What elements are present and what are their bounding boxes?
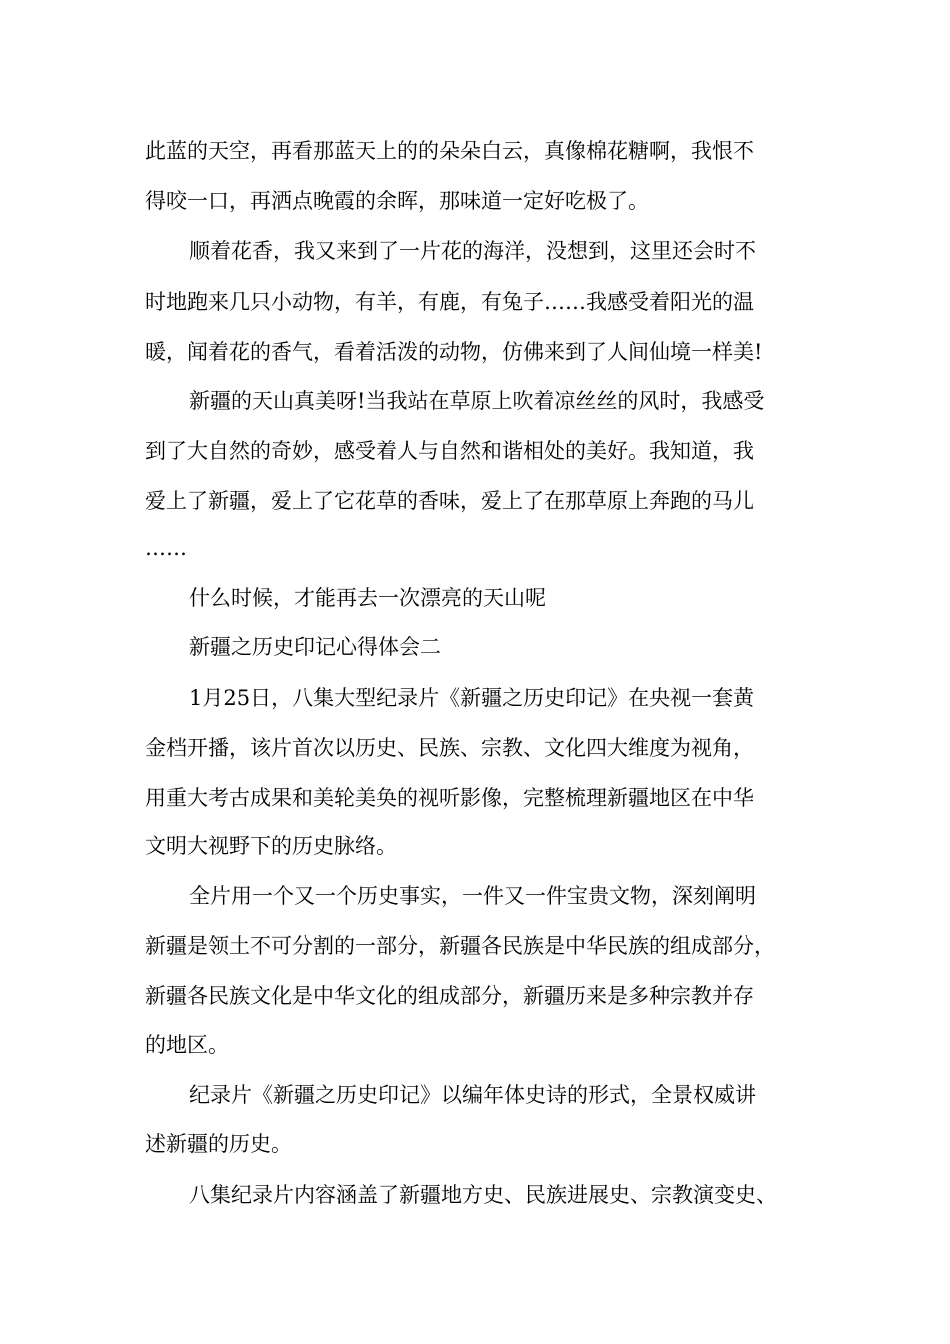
text-line: 时地跑来几只小动物，有羊，有鹿，有兔子……我感受着阳光的温 <box>145 290 754 314</box>
text-line: 到了大自然的奇妙，感受着人与自然和谐相处的美好。我知道，我 <box>145 439 754 463</box>
paragraph-first-line: 1月25日，八集大型纪录片《新疆之历史印记》在央视一套黄 <box>189 686 755 710</box>
text-line: 暖，闻着花的香气，看着活泼的动物，仿佛来到了人间仙境一样美! <box>145 340 763 364</box>
text-line: 新疆是领土不可分割的一部分，新疆各民族是中华民族的组成部分， <box>145 934 775 958</box>
text-line: 此蓝的天空，再看那蓝天上的的朵朵白云，真像棉花糖啊，我恨不 <box>145 139 754 163</box>
text-line: 文明大视野下的历史脉络。 <box>145 834 397 858</box>
text-line: 金档开播，该片首次以历史、民族、宗教、文化四大维度为视角， <box>145 736 754 760</box>
text-line: 的地区。 <box>145 1033 229 1057</box>
paragraph-first-line: 新疆的天山真美呀!当我站在草原上吹着凉丝丝的风时，我感受 <box>189 389 765 413</box>
text-line: 爱上了新疆，爱上了它花草的香味，爱上了在那草原上奔跑的马儿 <box>145 489 754 513</box>
paragraph-first-line: 顺着花香，我又来到了一片花的海洋，没想到，这里还会时不 <box>189 239 756 263</box>
paragraph-first-line: 八集纪录片内容涵盖了新疆地方史、民族进展史、宗教演变史、 <box>189 1183 777 1207</box>
text-line: 新疆各民族文化是中华文化的组成部分，新疆历来是多种宗教并存 <box>145 984 754 1008</box>
text-line: 述新疆的历史。 <box>145 1132 292 1156</box>
paragraph-first-line: 什么时候，才能再去一次漂亮的天山呢 <box>189 586 546 610</box>
paragraph-first-line: 纪录片《新疆之历史印记》以编年体史诗的形式，全景权威讲 <box>189 1083 756 1107</box>
paragraph-first-line: 全片用一个又一个历史事实，一件又一件宝贵文物，深刻阐明 <box>189 884 756 908</box>
text-line: 得咬一口，再洒点晚霞的余晖，那味道一定好吃极了。 <box>145 189 649 213</box>
section-heading: 新疆之历史印记心得体会二 <box>189 635 441 659</box>
text-line: …… <box>145 536 187 560</box>
text-line: 用重大考古成果和美轮美奂的视听影像，完整梳理新疆地区在中华 <box>145 786 754 810</box>
